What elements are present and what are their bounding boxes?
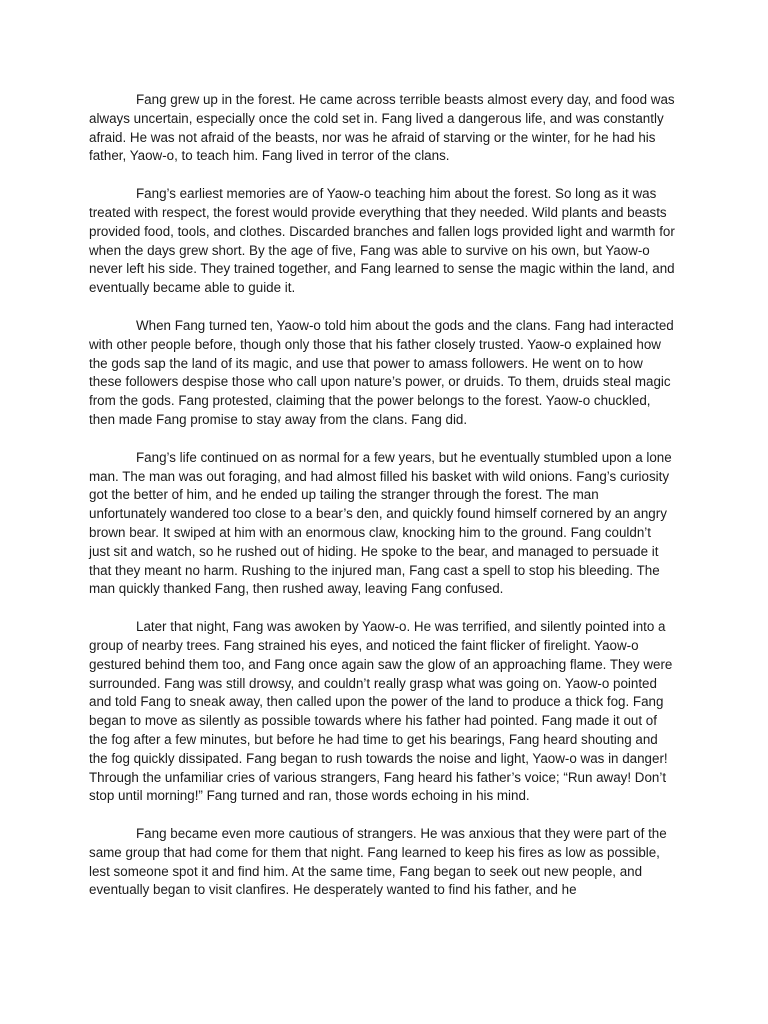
paragraph-5: Later that night, Fang was awoken by Yaow-o. He was terrified, and silently pointed into a group of nearby trees. Fang strained his eyes, and noticed the faint flicker of firelight. Yaow-o gestured behind them too, and Fang once again saw the glow of an approaching flame. They were surrounded. Fang was still drowsy, and couldn’t really grasp what was going on. Yaow-o pointed and told Fang to sneak away, then called upon the power of the land to produce a thick fog. Fang began to move as silently as possible towards where his father had pointed. Fang made it out of the fog after a few minutes, but before he had time to get his bearings, Fang heard shouting and the fog quickly dissipated. Fang began to rush towards the noise and light, Yaow-o was in danger! Through the unfamiliar cries of various strangers, Fang heard his father’s voice; “Run away! Don’t stop until morning!” Fang turned and ran, those words echoing in his mind.: [89, 619, 673, 804]
paragraph-4: Fang’s life continued on as normal for a few years, but he eventually stumbled upon a lone man. The man was out foraging, and had almost filled his basket with wild onions. Fang’s curiosity got the better of him, and he ended up tailing the stranger through the forest. The man unfortunately wandered too close to a bear’s den, and quickly found himself cornered by an angry brown bear. It swiped at him with an enormous claw, knocking him to the ground. Fang couldn’t just sit and watch, so he rushed out of hiding. He spoke to the bear, and managed to persuade it that they meant no harm. Rushing to the injured man, Fang cast a spell to stop his bleeding. The man quickly thanked Fang, then rushed away, leaving Fang confused.: [89, 449, 672, 597]
paragraph-6: Fang became even more cautious of strangers. He was anxious that they were part of the same group that had come for them that night. Fang learned to keep his fires as low as possible, lest someone spot it and find him. At the same time, Fang began to seek out new people, and eventually began to visit clanfires. He desperately wanted to find his father, and he: [89, 826, 667, 898]
paragraph-1: Fang grew up in the forest. He came across terrible beasts almost every day, and food was always uncertain, especially once the cold set in. Fang lived a dangerous life, and was constantly afraid. He was not afraid of the beasts, nor was he afraid of starving or the winter, for he had his father, Yaow-o, to teach him. Fang lived in terror of the clans.: [89, 92, 675, 164]
paragraph-3: When Fang turned ten, Yaow-o told him about the gods and the clans. Fang had interacted with other people before, though only those that his father closely trusted. Yaow-o explained how the gods sap the land of its magic, and use that power to amass followers. He went on to how these followers despise those who call upon nature’s power, or druids. To them, druids steal magic from the gods. Fang protested, claiming that the power belongs to the forest. Yaow-o chuckled, then made Fang promise to stay away from the clans. Fang did.: [89, 317, 674, 427]
document-body: [89, 91, 675, 919]
paragraph-2: Fang’s earliest memories are of Yaow-o teaching him about the forest. So long as it was treated with respect, the forest would provide everything that they needed. Wild plants and beasts provided food, tools, and clothes. Discarded branches and fallen logs provided light and warmth for when the days grew short. By the age of five, Fang was able to survive on his own, but Yaow-o never left his side. They trained together, and Fang learned to sense the magic within the land, and eventually became able to guide it.: [89, 186, 675, 296]
